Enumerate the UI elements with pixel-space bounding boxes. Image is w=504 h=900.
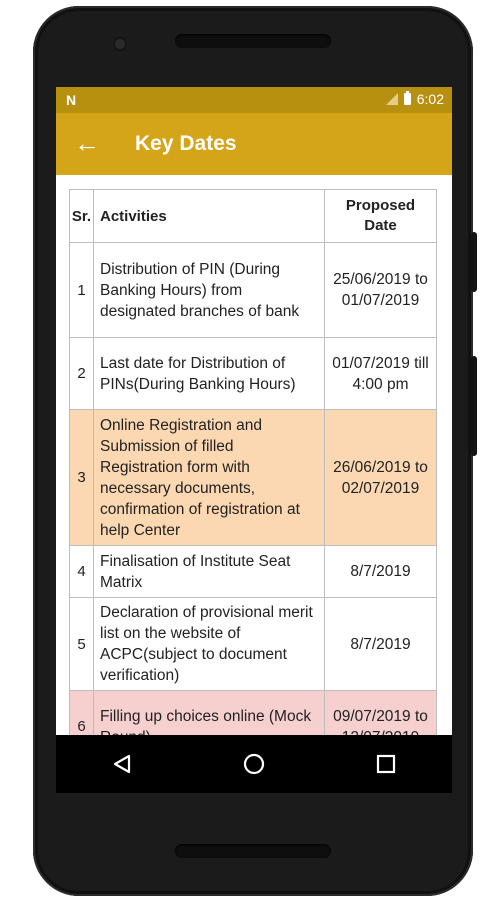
row-date: 25/06/2019 to 01/07/2019	[325, 243, 437, 338]
table-row	[70, 410, 437, 546]
key-dates-content[interactable]	[56, 175, 452, 735]
row-activity: Last date for Distribution of PINs(During Banking Hours)	[94, 338, 325, 410]
nav-back-icon[interactable]	[102, 744, 142, 784]
row-date: 09/07/2019 to	[325, 691, 437, 763]
table-header-row	[70, 190, 437, 243]
nav-home-icon[interactable]	[234, 744, 274, 784]
header-sr: Sr.	[70, 190, 94, 243]
nav-recents-icon[interactable]	[366, 744, 406, 784]
row-sr: 2	[70, 338, 94, 410]
row-sr: 3	[70, 410, 94, 546]
bottom-speaker	[175, 844, 331, 858]
key-dates-table	[69, 189, 437, 763]
header-proposed-date: Proposed Date	[325, 190, 437, 243]
table-row	[70, 338, 437, 410]
app-bar	[56, 113, 452, 175]
page-title: Key Dates	[135, 132, 237, 155]
status-icons	[386, 91, 444, 107]
row-sr: 1	[70, 243, 94, 338]
row-date: 8/7/2019	[325, 546, 437, 598]
row-date: 8/7/2019	[325, 598, 437, 691]
earpiece-speaker	[175, 34, 331, 48]
row-sr: 5	[70, 598, 94, 691]
header-activities: Activities	[94, 190, 325, 243]
row-activity: Filling up choices online (Mock	[94, 691, 325, 763]
table-row	[70, 598, 437, 691]
row-activity: Distribution of PIN (During Banking Hours) from designated branches of bank	[94, 243, 325, 338]
phone-screen	[56, 87, 452, 793]
notification-icon: N	[66, 92, 77, 108]
table-row	[70, 546, 437, 598]
status-time: 6:02	[416, 91, 444, 107]
row-date: 01/07/2019 till 4:00 pm	[325, 338, 437, 410]
row-sr: 4	[70, 546, 94, 598]
volume-button	[471, 232, 477, 292]
power-button	[471, 356, 477, 456]
table-row	[70, 243, 437, 338]
row-activity: Finalisation of Institute Seat Matrix	[94, 546, 325, 598]
signal-icon	[386, 93, 398, 105]
navigation-bar	[56, 735, 452, 793]
row-sr: 6	[70, 691, 94, 763]
row-activity: Online Registration and Submission of filled Registration form with necessary documents, confirmation of registration at help Center	[94, 410, 325, 546]
row-date: 26/06/2019 to 02/07/2019	[325, 410, 437, 546]
arrow-back-icon[interactable]: ←	[74, 128, 100, 158]
row-activity: Declaration of provisional merit list on the website of ACPC(subject to document verification)	[94, 598, 325, 691]
front-camera	[115, 39, 125, 49]
battery-icon	[404, 93, 411, 105]
status-bar	[56, 87, 452, 113]
